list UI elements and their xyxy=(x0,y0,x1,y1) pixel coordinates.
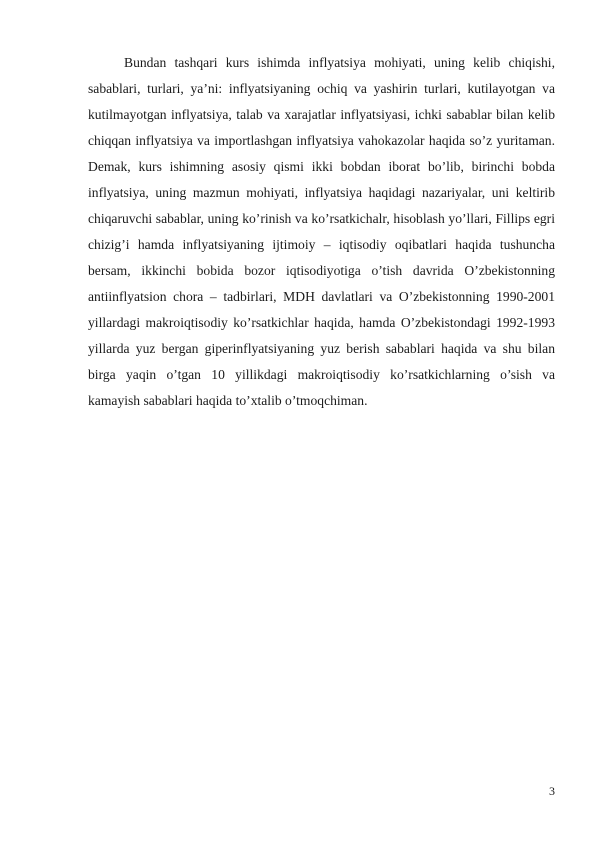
page-number: 3 xyxy=(549,784,555,798)
body-paragraph: Bundan tashqari kurs ishimda inflyatsiya mohiyati, uning kelib chiqishi, sabablari, turlari, ya’ni: inflyatsiyaning ochiq va yashirin turlari, kutilayotgan va kutilmayotgan inflyatsiya, talab va xarajatlar inflyatsiyasi, ichki sabablar bilan kelib chiqqan inflyatsiya va importlashgan inflyatsiya vahokazolar haqida so’z yuritaman. Demak, kurs ishimning asosiy qismi ikki bobdan iborat bo’lib, birinchi bobda inflyatsiya, uning mazmun mohiyati, inflyatsiya haqidagi nazariyalar, uni keltirib chiqaruvchi sabablar, uning ko’rinish va ko’rsatkichalr, hisoblash yo’llari, Fillips egri chizig’i hamda inflyatsiyaning ijtimoiy – iqtisodiy oqibatlari haqida tushuncha bersam, ikkinchi bobida bozor iqtisodiyotiga o’tish davrida O’zbekistonning antiinflyatsion chora – tadbirlari, MDH davlatlari va O’zbekistonning 1990-2001 yillardagi makroiqtisodiy ko’rsatkichlar haqida, hamda O’zbekistondagi 1992-1993 yillarda yuz bergan giperinflyatsiyaning yuz berish sabablari haqida va shu bilan birga yaqin o’tgan 10 yillikdagi makroiqtisodiy ko’rsatkichlarning o’sish va kamayish sabablari haqida to’xtalib o’tmoqchiman. xyxy=(88,55,555,408)
